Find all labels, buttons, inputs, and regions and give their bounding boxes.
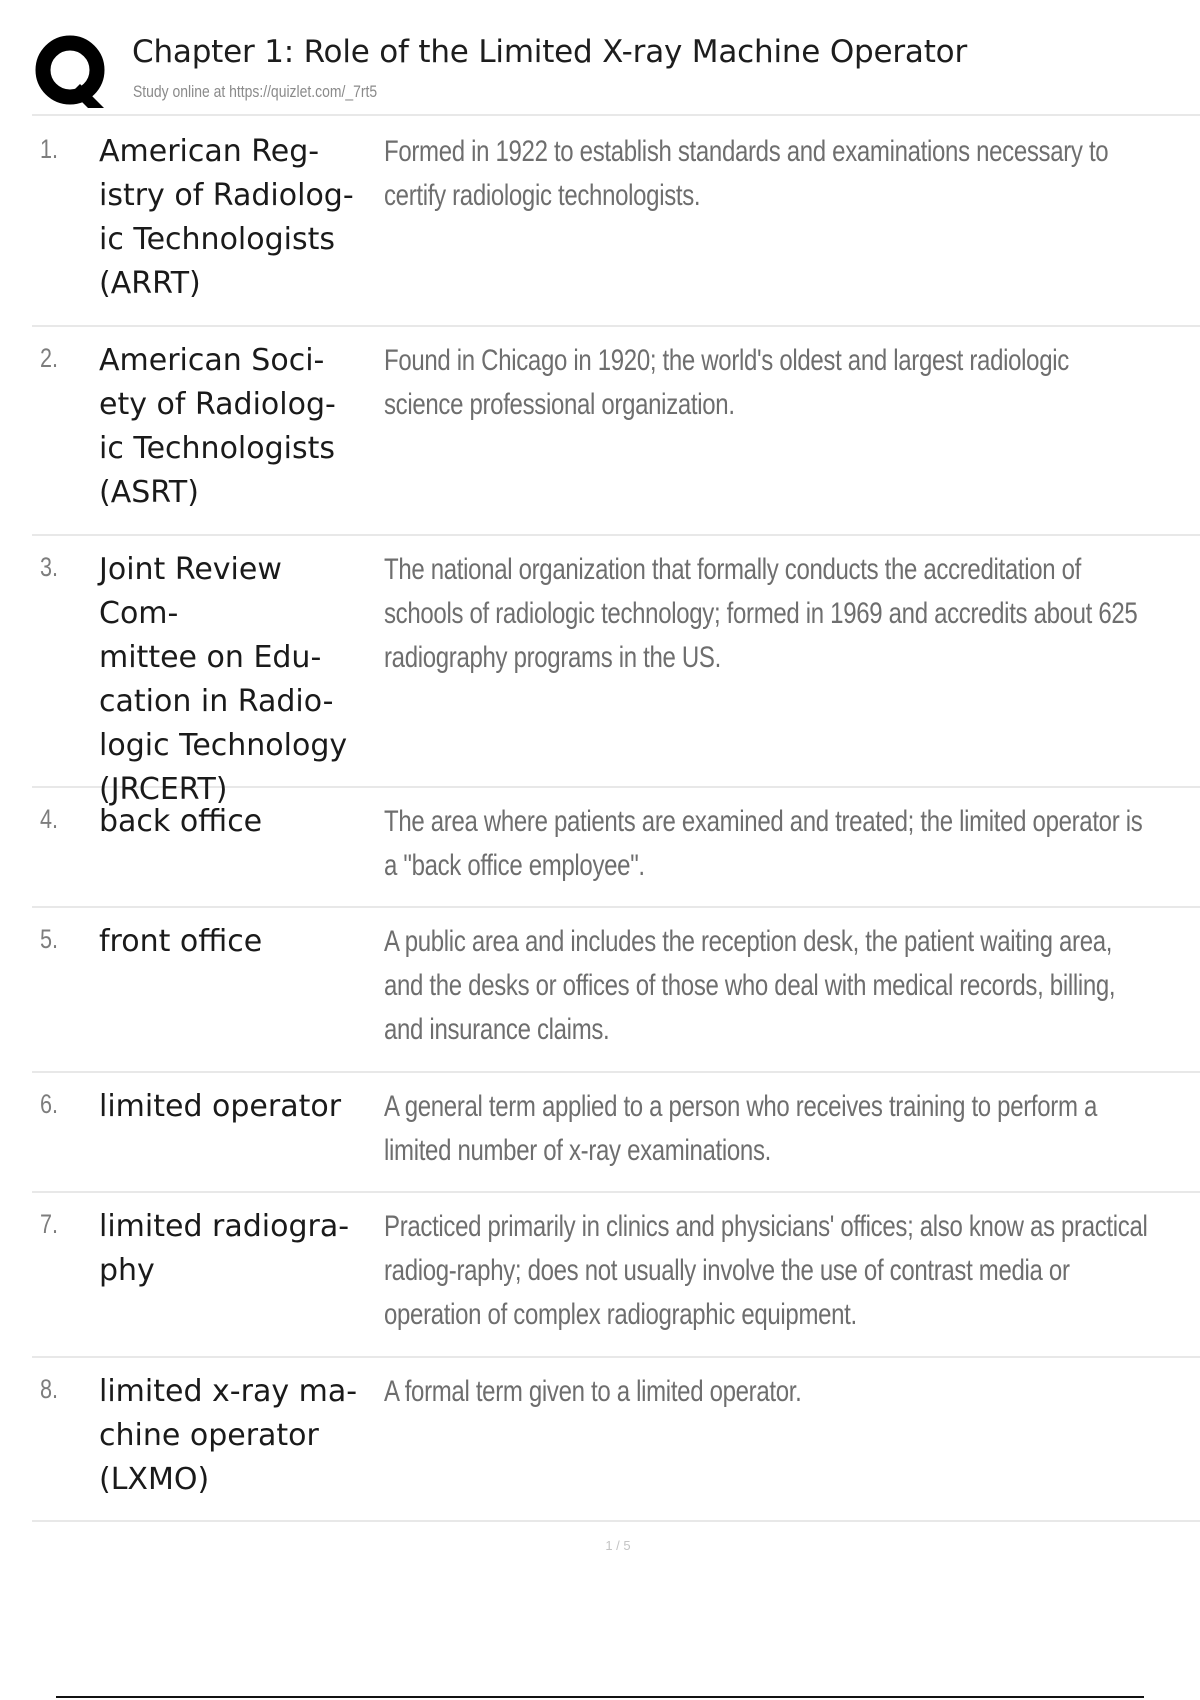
term-definition: Formed in 1922 to establish standards and examinations necessary to certify radiologic technologists. — [384, 135, 1109, 212]
term-row — [32, 788, 1200, 908]
term-text: American Reg- istry of Radiolog- ic Technologists (ARRT) — [99, 134, 354, 301]
term-text: American Soci- ety of Radiolog- ic Technologists (ASRT) — [99, 343, 336, 510]
quizlet-q-logo-icon — [34, 34, 110, 110]
term-number: 5. — [40, 924, 59, 954]
term-row — [32, 327, 1200, 536]
term-definition: A general term applied to a person who receives training to perform a limited number of x-ray examinations. — [384, 1090, 1097, 1167]
term-definition: Practiced primarily in clinics and physicians' offices; also know as practical radiog-raphy; does not usually involve the use of contrast media or operation of complex radiographic equipment. — [384, 1210, 1148, 1331]
term-definition: The national organization that formally conducts the accreditation of schools of radiologic technology; formed in 1969 and accredits about 625 radiography programs in the US. — [384, 553, 1138, 674]
term-row — [32, 1193, 1200, 1358]
term-number: 6. — [40, 1089, 59, 1119]
term-definition: Found in Chicago in 1920; the world's oldest and largest radiologic science professional organization. — [384, 344, 1069, 421]
term-number: 7. — [40, 1209, 59, 1239]
term-text: front office — [99, 924, 263, 959]
page-title: Chapter 1: Role of the Limited X-ray Machine Operator — [132, 34, 967, 70]
term-definition: A public area and includes the reception desk, the patient waiting area, and the desks or offices of those who deal with medical records, billing, and insurance claims. — [384, 925, 1116, 1046]
term-row — [32, 536, 1200, 807]
term-number: 4. — [40, 804, 59, 834]
term-text: limited x-ray ma- chine operator (LXMO) — [99, 1374, 358, 1497]
term-list — [32, 118, 1200, 1522]
term-definition: A formal term given to a limited operator. — [384, 1375, 802, 1408]
term-number: 8. — [40, 1374, 59, 1404]
term-text: limited radiogra- phy — [99, 1209, 350, 1288]
term-row — [32, 118, 1200, 327]
term-row — [32, 908, 1200, 1073]
term-number: 2. — [40, 343, 59, 373]
term-text: Joint Review Com- mittee on Edu- cation in Radio- logic Technology (JRCERT) — [99, 552, 348, 807]
term-text: limited operator — [99, 1089, 342, 1124]
term-row — [32, 1073, 1200, 1193]
term-number: 3. — [40, 552, 59, 582]
page-header — [32, 30, 1200, 116]
page-number: 1 / 5 — [605, 1538, 631, 1553]
term-text: back office — [99, 804, 263, 839]
bottom-divider — [56, 1696, 1144, 1698]
term-number: 1. — [40, 134, 59, 164]
term-row — [32, 1358, 1200, 1522]
term-definition: The area where patients are examined and treated; the limited operator is a "back office employee". — [384, 805, 1143, 882]
study-online-link[interactable]: Study online at https://quizlet.com/_7rt5 — [133, 82, 378, 101]
